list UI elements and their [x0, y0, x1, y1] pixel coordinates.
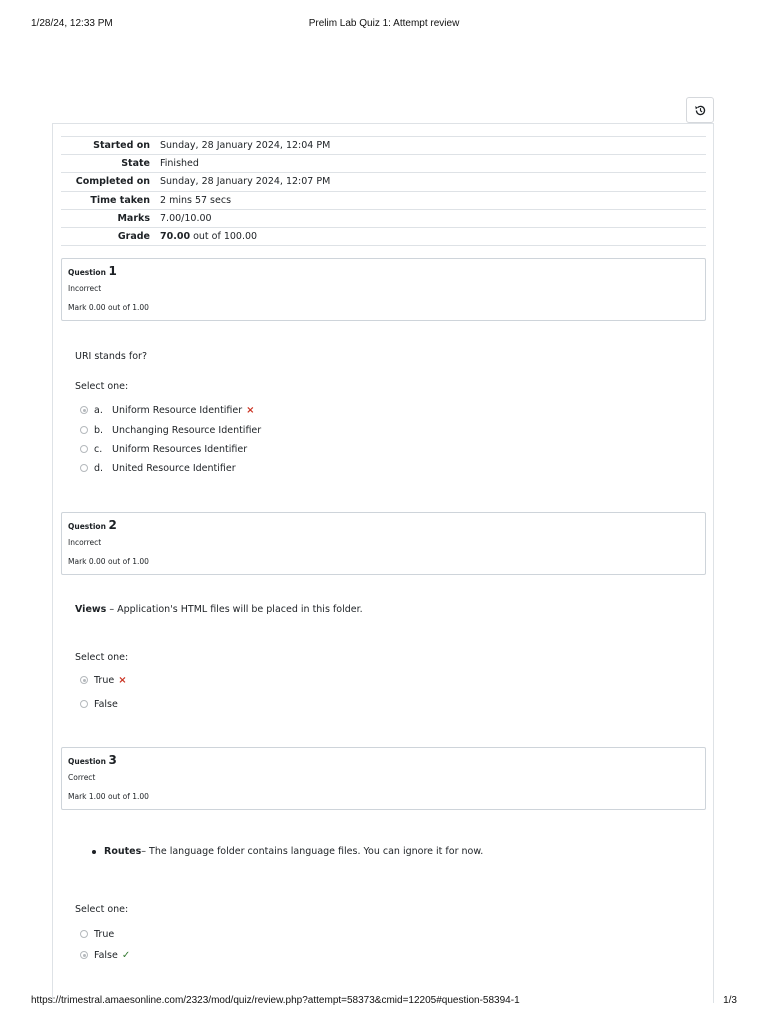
option-text: United Resource Identifier	[112, 462, 236, 474]
summary-value: 7.00/10.00	[155, 209, 706, 227]
question-grade: Mark 0.00 out of 1.00	[68, 303, 149, 312]
option-letter: a.	[94, 404, 103, 416]
answer-option[interactable]	[80, 927, 114, 941]
question-state: Incorrect	[68, 284, 102, 293]
question-text: URI stands for?	[75, 351, 147, 362]
summary-value	[155, 227, 706, 245]
history-icon	[694, 104, 707, 117]
print-datetime: 1/28/24, 12:33 PM	[31, 18, 113, 29]
radio-button[interactable]	[80, 445, 88, 453]
summary-label: Completed on	[61, 173, 155, 191]
option-letter: b.	[94, 424, 104, 436]
print-header	[0, 18, 768, 32]
question-term: Routes	[104, 846, 142, 857]
summary-value: Finished	[155, 155, 706, 173]
question-number	[68, 264, 117, 278]
question-info	[61, 512, 706, 575]
summary-label: Marks	[61, 209, 155, 227]
answer-option[interactable]	[80, 673, 127, 687]
question-num: 2	[108, 518, 117, 532]
print-footer	[0, 995, 768, 1009]
radio-button[interactable]	[80, 464, 88, 472]
select-one-prompt: Select one:	[75, 381, 129, 392]
option-letter: c.	[94, 443, 103, 455]
question-grade: Mark 0.00 out of 1.00	[68, 557, 149, 566]
question-info	[61, 258, 706, 321]
option-letter: d.	[94, 462, 104, 474]
option-text: True	[94, 674, 115, 686]
print-page-number: 1/3	[723, 995, 737, 1006]
question-state: Correct	[68, 773, 96, 782]
summary-label: Time taken	[61, 191, 155, 209]
radio-button[interactable]	[80, 700, 88, 708]
radio-button[interactable]	[80, 406, 88, 414]
summary-row	[61, 209, 706, 227]
question-label: Question	[68, 268, 106, 277]
question-state: Incorrect	[68, 538, 102, 547]
grade-total: out of 100.00	[190, 231, 258, 243]
question-num: 1	[108, 264, 117, 278]
option-text: False	[94, 949, 118, 961]
summary-value: Sunday, 28 January 2024, 12:04 PM	[155, 137, 706, 155]
answer-option[interactable]	[80, 697, 118, 711]
summary-row	[61, 155, 706, 173]
bullet-dot	[92, 850, 96, 854]
incorrect-icon: ×	[246, 404, 255, 416]
question-text	[92, 846, 483, 857]
question-num: 3	[108, 753, 117, 767]
select-one-prompt: Select one:	[75, 652, 129, 663]
answer-option[interactable]	[80, 461, 236, 475]
summary-value: Sunday, 28 January 2024, 12:07 PM	[155, 173, 706, 191]
radio-button[interactable]	[80, 676, 88, 684]
question-number	[68, 753, 117, 767]
radio-button[interactable]	[80, 951, 88, 959]
option-text: True	[94, 928, 115, 940]
question-description: – The language folder contains language files. You can ignore it for now.	[141, 846, 484, 857]
correct-icon: ✓	[121, 949, 131, 961]
print-title: Prelim Lab Quiz 1: Attempt review	[308, 18, 460, 29]
incorrect-icon: ×	[118, 674, 127, 686]
summary-row	[61, 191, 706, 209]
option-text: Uniform Resources Identifier	[112, 443, 248, 455]
option-text: Uniform Resource Identifier	[112, 404, 243, 416]
question-label: Question	[68, 522, 106, 531]
question-description: – Application's HTML files will be placed in this folder.	[106, 604, 363, 615]
question-info	[61, 747, 706, 810]
radio-button[interactable]	[80, 426, 88, 434]
answer-option[interactable]	[80, 403, 255, 417]
radio-button[interactable]	[80, 930, 88, 938]
question-term: Views	[75, 604, 107, 615]
option-text: Unchanging Resource Identifier	[112, 424, 262, 436]
question-text	[75, 604, 363, 615]
answer-option[interactable]	[80, 948, 130, 962]
select-one-prompt: Select one:	[75, 904, 129, 915]
question-number	[68, 518, 117, 532]
answer-option[interactable]	[80, 442, 247, 456]
question-label: Question	[68, 757, 106, 766]
history-button[interactable]	[686, 97, 714, 123]
summary-row	[61, 173, 706, 191]
summary-label: Started on	[61, 137, 155, 155]
answer-option[interactable]	[80, 423, 261, 437]
question-grade: Mark 1.00 out of 1.00	[68, 792, 149, 801]
summary-label: Grade	[61, 227, 155, 245]
summary-value: 2 mins 57 secs	[155, 191, 706, 209]
print-url: https://trimestral.amaesonline.com/2323/mod/quiz/review.php?attempt=58373&cmid=12205#question-58394-1	[31, 995, 520, 1006]
grade-value: 70.00	[160, 231, 191, 243]
summary-label: State	[61, 155, 155, 173]
summary-row	[61, 227, 706, 245]
summary-row	[61, 137, 706, 155]
option-text: False	[94, 698, 118, 710]
attempt-summary-table	[61, 136, 706, 246]
